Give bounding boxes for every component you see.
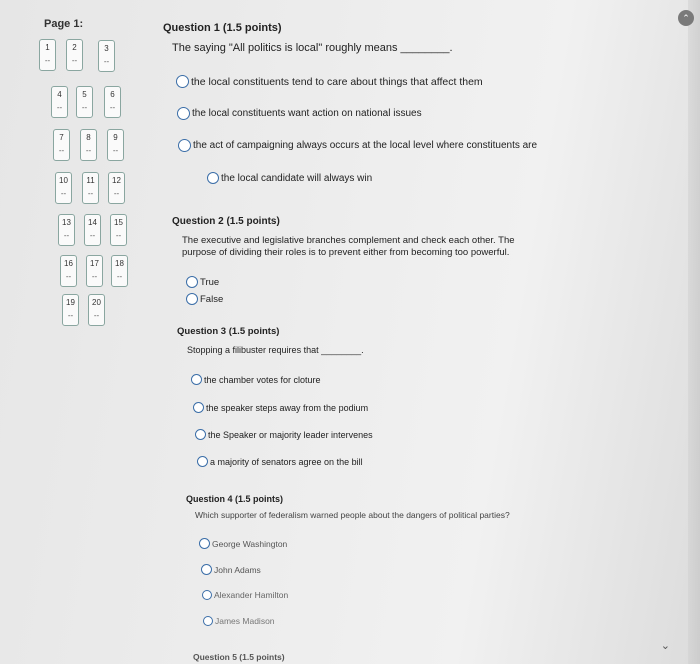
question-3-option-4[interactable]: a majority of senators agree on the bill xyxy=(197,456,363,467)
question-2-option-false[interactable]: False xyxy=(186,293,223,305)
radio-icon[interactable] xyxy=(195,429,206,440)
question-4-option-2[interactable]: John Adams xyxy=(201,564,261,575)
question-3-option-2[interactable]: the speaker steps away from the podium xyxy=(193,402,368,413)
question-1-option-4[interactable]: the local candidate will always win xyxy=(207,172,372,184)
chevron-up-icon: ⌃ xyxy=(682,13,690,23)
question-nav-button-11[interactable]: 11 -- xyxy=(82,172,99,204)
question-nav-button-7[interactable]: 7 -- xyxy=(53,129,70,161)
radio-icon[interactable] xyxy=(176,75,189,88)
question-2-text-line-2: purpose of dividing their roles is to prevent either from becoming too powerful. xyxy=(182,247,510,258)
radio-icon[interactable] xyxy=(201,564,212,575)
question-nav-button-13[interactable]: 13 -- xyxy=(58,214,75,246)
question-nav-button-12[interactable]: 12 -- xyxy=(108,172,125,204)
radio-icon[interactable] xyxy=(203,616,213,626)
scrollbar-track[interactable] xyxy=(688,0,700,664)
question-2-option-true[interactable]: True xyxy=(186,276,219,288)
question-nav-button-15[interactable]: 15 -- xyxy=(110,214,127,246)
question-1-title: Question 1 (1.5 points) xyxy=(163,22,282,34)
question-nav-button-4[interactable]: 4 -- xyxy=(51,86,68,118)
question-4-text: Which supporter of federalism warned people about the dangers of political parties? xyxy=(195,510,510,520)
question-2-title: Question 2 (1.5 points) xyxy=(172,216,280,227)
question-1-text: The saying "All politics is local" roughly means ________. xyxy=(172,42,453,54)
chevron-down-icon: ⌄ xyxy=(660,640,670,652)
question-nav-button-20[interactable]: 20 -- xyxy=(88,294,105,326)
radio-icon[interactable] xyxy=(202,590,212,600)
scroll-up-button[interactable] xyxy=(678,10,694,26)
question-4-option-3[interactable]: Alexander Hamilton xyxy=(202,590,288,600)
page-label: Page 1: xyxy=(44,18,84,30)
radio-icon[interactable] xyxy=(178,139,191,152)
radio-icon[interactable] xyxy=(186,276,198,288)
radio-icon[interactable] xyxy=(186,293,198,305)
question-4-option-1[interactable]: George Washington xyxy=(199,538,287,549)
question-1-option-3[interactable]: the act of campaigning always occurs at the local level where constituents are xyxy=(178,139,537,152)
question-1-option-2[interactable]: the local constituents want action on national issues xyxy=(177,107,422,120)
question-nav-button-10[interactable]: 10 -- xyxy=(55,172,72,204)
question-3-option-1[interactable]: the chamber votes for cloture xyxy=(191,374,321,385)
scroll-down-button[interactable] xyxy=(661,639,670,652)
radio-icon[interactable] xyxy=(193,402,204,413)
radio-icon[interactable] xyxy=(207,172,219,184)
question-5-title: Question 5 (1.5 points) xyxy=(193,652,285,662)
question-nav-button-6[interactable]: 6 -- xyxy=(104,86,121,118)
question-nav-button-19[interactable]: 19 -- xyxy=(62,294,79,326)
question-4-title: Question 4 (1.5 points) xyxy=(186,494,284,504)
question-nav-button-14[interactable]: 14 -- xyxy=(84,214,101,246)
question-nav-button-5[interactable]: 5 -- xyxy=(76,86,93,118)
question-nav-button-9[interactable]: 9 -- xyxy=(107,129,124,161)
question-nav-button-16[interactable]: 16 -- xyxy=(60,255,77,287)
radio-icon[interactable] xyxy=(197,456,208,467)
question-nav-button-8[interactable]: 8 -- xyxy=(80,129,97,161)
question-3-text: Stopping a filibuster requires that ________. xyxy=(187,345,364,355)
question-4-option-4[interactable]: James Madison xyxy=(203,616,275,626)
radio-icon[interactable] xyxy=(191,374,202,385)
question-nav-button-18[interactable]: 18 -- xyxy=(111,255,128,287)
radio-icon[interactable] xyxy=(199,538,210,549)
question-2-text-line-1: The executive and legislative branches complement and check each other. The xyxy=(182,235,515,246)
question-nav-button-3[interactable]: 3 -- xyxy=(98,40,115,72)
question-1-option-1[interactable]: the local constituents tend to care about things that affect them xyxy=(176,75,483,88)
question-nav-button-1[interactable]: 1 -- xyxy=(39,39,56,71)
question-nav-button-2[interactable]: 2 -- xyxy=(66,39,83,71)
question-nav-button-17[interactable]: 17 -- xyxy=(86,255,103,287)
question-3-title: Question 3 (1.5 points) xyxy=(177,326,280,337)
question-3-option-3[interactable]: the Speaker or majority leader intervenes xyxy=(195,429,373,440)
radio-icon[interactable] xyxy=(177,107,190,120)
